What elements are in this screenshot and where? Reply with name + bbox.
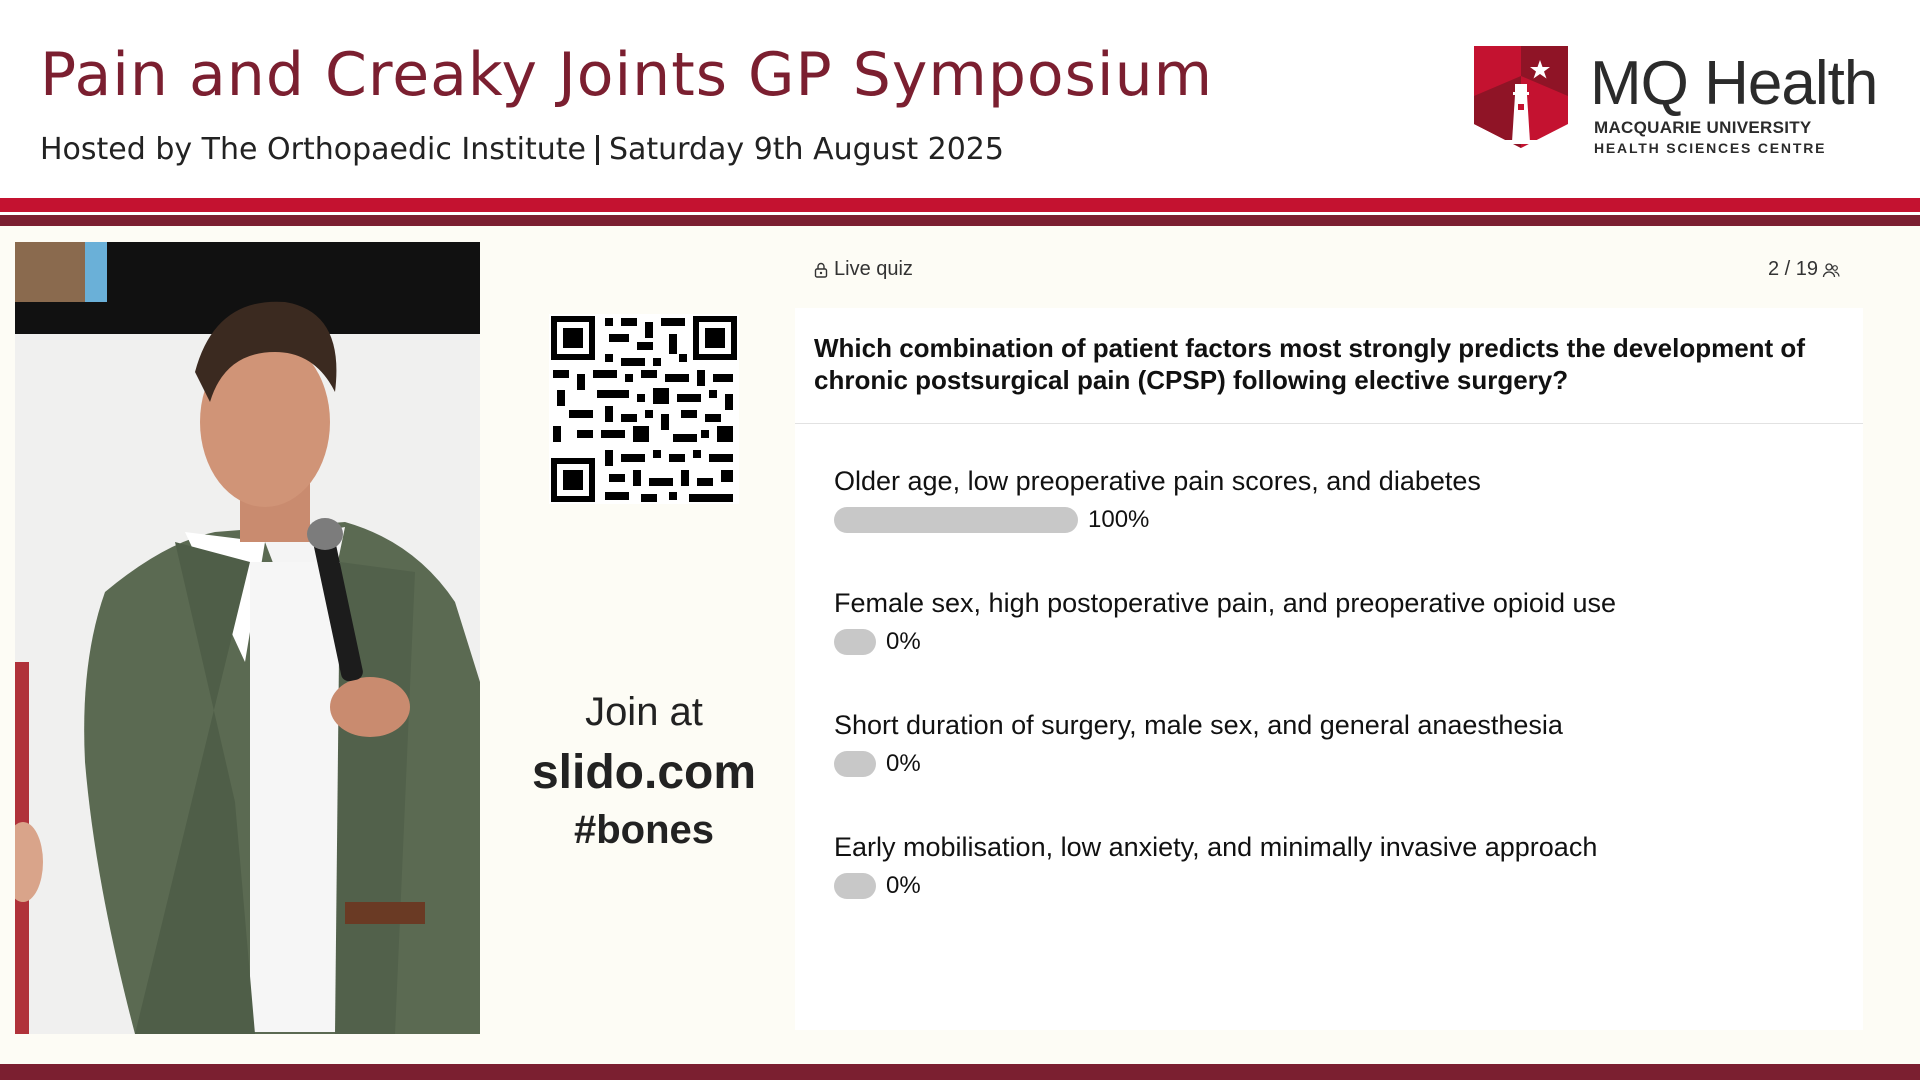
quiz-option [834, 466, 1834, 534]
date-text: Saturday 9th August 2025 [608, 132, 1004, 167]
quiz-card [795, 308, 1863, 1030]
quiz-option [834, 710, 1834, 778]
option-result-bar [834, 873, 876, 899]
option-result-bar [834, 751, 876, 777]
logo-university: MACQUARIE UNIVERSITY [1594, 118, 1812, 137]
header-band-maroon [0, 215, 1920, 226]
quiz-mode [814, 258, 913, 281]
option-label: Early mobilisation, low anxiety, and minimally invasive approach [834, 832, 1598, 862]
join-url[interactable]: slido.com [531, 746, 757, 799]
speaker-video [15, 242, 480, 1034]
quiz-option [834, 832, 1834, 900]
join-instructions [500, 690, 788, 853]
question-divider [795, 423, 1863, 424]
option-label: Female sex, high postoperative pain, and preoperative opioid use [834, 588, 1616, 618]
join-label: Join at [585, 690, 703, 734]
option-percent: 0% [886, 628, 921, 655]
event-subtitle [40, 132, 1004, 167]
option-percent: 0% [886, 750, 921, 777]
quiz-mode-label: Live quiz [834, 258, 913, 280]
lighthouse-logo-icon [1474, 46, 1568, 148]
join-code: #bones [573, 808, 715, 852]
option-percent: 0% [886, 872, 921, 899]
users-icon [1822, 262, 1840, 278]
host-text: Hosted by The Orthopaedic Institute [40, 132, 586, 167]
option-percent: 100% [1088, 506, 1150, 533]
header [0, 0, 1920, 196]
qr-code[interactable] [549, 314, 739, 504]
quiz-progress-label: 2 / 19 [1768, 258, 1819, 280]
logo-centre: HEALTH SCIENCES CENTRE [1594, 140, 1827, 156]
header-band-red [0, 198, 1920, 212]
qr-code-icon [549, 314, 739, 504]
quiz-option [834, 588, 1834, 656]
option-result-bar [834, 629, 876, 655]
option-label: Older age, low preoperative pain scores, and diabetes [834, 466, 1481, 496]
quiz-progress [1768, 258, 1840, 281]
lock-icon [814, 262, 828, 278]
mq-health-logo [1474, 46, 1894, 156]
quiz-question: Which combination of patient factors most strongly predicts the development of chronic postsurgical pain (CPSP) following elective surgery? [814, 333, 1805, 395]
subtitle-divider [596, 135, 599, 165]
option-result-bar [834, 507, 1078, 533]
footer-band [0, 1064, 1920, 1080]
option-label: Short duration of surgery, male sex, and general anaesthesia [834, 710, 1563, 740]
speaker-video-frame [15, 242, 480, 1034]
logo-name: MQ Health [1590, 49, 1878, 118]
page-title: Pain and Creaky Joints GP Symposium [40, 40, 1214, 110]
